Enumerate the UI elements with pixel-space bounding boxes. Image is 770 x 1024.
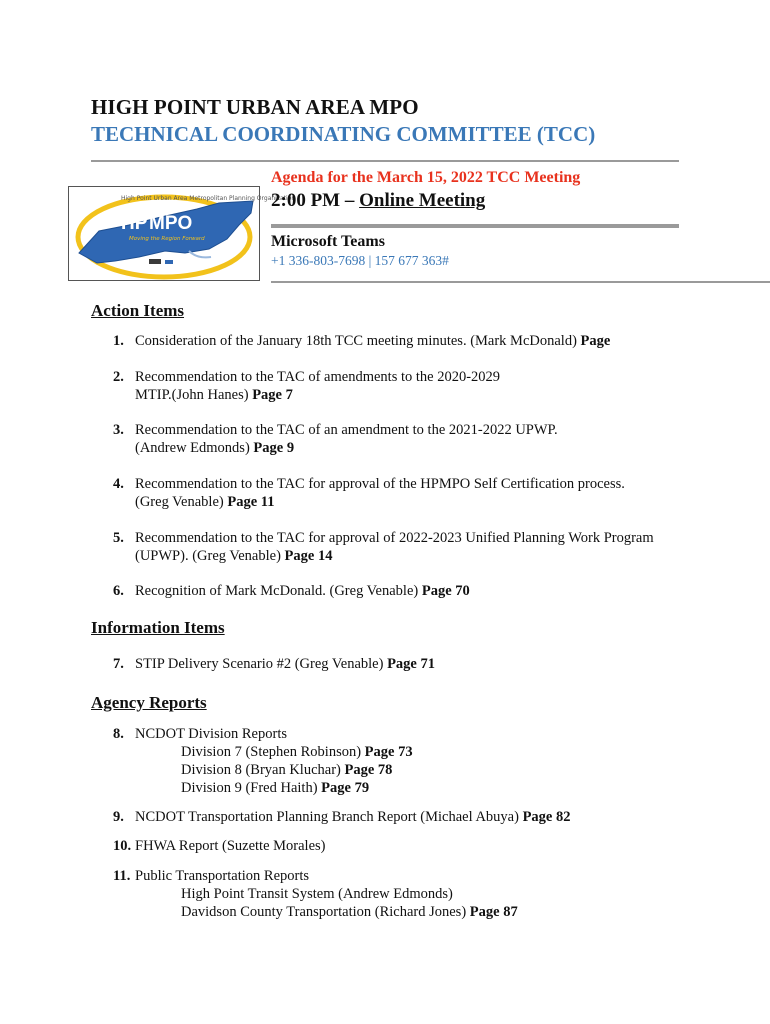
item-number: 3. — [113, 422, 124, 438]
item-page: Page 70 — [421, 583, 470, 599]
agenda-item — [113, 725, 693, 743]
section-heading-agency-reports: Agency Reports — [91, 693, 207, 712]
meeting-platform: Microsoft Teams — [271, 233, 385, 250]
agenda-item — [113, 529, 693, 565]
item-text: Consideration of the January 18th TCC meeting minutes. (Mark McDonald) — [135, 333, 581, 349]
agenda-item — [113, 837, 693, 855]
item-page: Page 11 — [227, 494, 275, 510]
item-page: Page 14 — [284, 548, 333, 564]
sub-report-page: Page 78 — [344, 762, 393, 778]
logo-arc-text: High Point Urban Area Metropolitan Planning Organization — [121, 195, 296, 202]
agenda-item — [113, 867, 693, 885]
bus-icon — [149, 259, 161, 264]
agenda-heading: Agenda for the March 15, 2022 TCC Meeting — [271, 169, 581, 186]
agenda-item — [113, 655, 693, 673]
item-page: Page 9 — [253, 440, 295, 456]
agenda-item — [113, 421, 693, 457]
logo-wordmark-mpo: MPO — [149, 213, 193, 234]
item-number: 6. — [113, 583, 124, 599]
item-text: Recognition of Mark McDonald. (Greg Venable) — [135, 583, 422, 599]
sub-report-text: Division 9 (Fred Haith) — [181, 780, 322, 796]
sub-report — [181, 885, 453, 903]
agenda-item — [113, 332, 693, 350]
item-text: MTIP.(John Hanes) — [135, 387, 253, 403]
item-text: NCDOT Division Reports — [135, 726, 287, 742]
item-number: 1. — [113, 333, 124, 349]
sub-report-text: Division 7 (Stephen Robinson) — [181, 744, 365, 760]
logo-tagline: Moving the Region Forward — [129, 236, 205, 242]
section-heading-information-items: Information Items — [91, 618, 225, 637]
org-title: HIGH POINT URBAN AREA MPO — [91, 95, 419, 119]
sub-report-text: Davidson County Transportation (Richard Jones) — [181, 904, 470, 920]
agenda-item — [113, 475, 693, 511]
item-text: Recommendation to the TAC for approval of the HPMPO Self Certification process. — [135, 476, 625, 492]
item-page: Page — [580, 333, 611, 349]
agenda-item — [113, 808, 713, 826]
sub-report — [181, 761, 392, 779]
agenda-item — [113, 582, 693, 600]
agenda-item — [113, 368, 693, 404]
item-text: (Andrew Edmonds) — [135, 440, 254, 456]
item-number: 7. — [113, 656, 124, 672]
meeting-time-prefix: 2:00 PM – — [271, 190, 360, 211]
item-number: 10. — [113, 838, 132, 854]
dial-in-number: +1 336-803-7698 | 157 677 363# — [271, 253, 449, 268]
item-text: Public Transportation Reports — [135, 868, 310, 884]
item-text: Recommendation to the TAC for approval of 2022-2023 Unified Planning Work Program — [135, 530, 654, 546]
item-text: Recommendation to the TAC of an amendment to the 2021-2022 UPWP. — [135, 422, 558, 438]
item-number: 9. — [113, 809, 124, 825]
sub-report — [181, 743, 413, 761]
hpmpo-logo-graphic — [69, 187, 296, 280]
item-page: Page 82 — [522, 809, 571, 825]
item-number: 5. — [113, 530, 124, 546]
item-text: (UPWP). (Greg Venable) — [135, 548, 285, 564]
item-text: (Greg Venable) — [135, 494, 228, 510]
sub-report-page: Page 73 — [364, 744, 413, 760]
committee-title: TECHNICAL COORDINATING COMMITTEE (TCC) — [91, 122, 596, 146]
sub-report-text: Division 8 (Bryan Kluchar) — [181, 762, 345, 778]
sub-report — [181, 779, 369, 797]
header-divider — [91, 160, 679, 162]
meeting-divider — [271, 224, 679, 228]
meeting-time — [271, 190, 485, 212]
item-number: 8. — [113, 726, 124, 742]
sub-report-page: Page 87 — [469, 904, 518, 920]
item-text: FHWA Report (Suzette Morales) — [135, 838, 326, 854]
item-text: Recommendation to the TAC of amendments to the 2020-2029 — [135, 369, 501, 385]
online-meeting-link[interactable]: Online Meeting — [359, 190, 486, 211]
item-number: 11. — [113, 868, 131, 884]
sub-report — [181, 903, 518, 921]
sub-report-page: Page 79 — [321, 780, 370, 796]
section-heading-action-items: Action Items — [91, 301, 185, 320]
item-number: 2. — [113, 369, 124, 385]
item-text: NCDOT Transportation Planning Branch Report (Michael Abuya) — [135, 809, 523, 825]
logo-wordmark-hp: HP — [121, 213, 148, 234]
sub-report-text: High Point Transit System (Andrew Edmonds) — [181, 886, 453, 902]
hpmpo-logo — [68, 186, 296, 281]
car-icon — [165, 260, 173, 264]
item-number: 4. — [113, 476, 124, 492]
item-page: Page 7 — [252, 387, 293, 403]
item-text: STIP Delivery Scenario #2 (Greg Venable) — [135, 656, 388, 672]
item-page: Page 71 — [387, 656, 435, 672]
info-divider — [271, 281, 770, 283]
